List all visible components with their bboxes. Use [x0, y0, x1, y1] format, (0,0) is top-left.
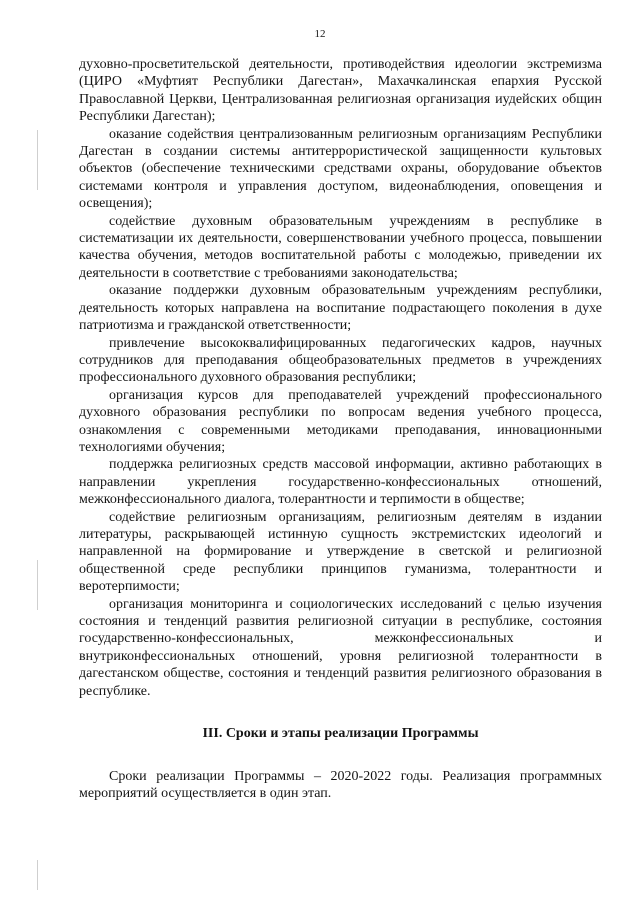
- paragraph-item: содействие духовным образовательным учреждениям в республике в систематизации их деятельности, совершенствовании учебного процесса, повышении качества обучения, методов воспитательной работы с молодежью, приведении их деятельности в соответствие с требованиями законодательства;: [79, 213, 602, 281]
- paragraph-item: привлечение высококвалифицированных педагогических кадров, научных сотрудников для преподавания общеобразовательных предметов в учреждениях профессионального духовного образования республики;: [79, 335, 602, 386]
- scan-edge-mark: [37, 130, 38, 190]
- scan-edge-mark: [37, 560, 38, 610]
- section-paragraph: Сроки реализации Программы – 2020-2022 годы. Реализация программных мероприятий осуществляется в один этап.: [79, 769, 602, 802]
- scan-edge-mark: [37, 860, 38, 890]
- paragraph-item: организация курсов для преподавателей учреждений профессионального духовного образования республики по вопросам ведения учебного процесса, ознакомления с современными методиками преподавания, инновационными технологиями обучения;: [79, 387, 602, 455]
- document-body: [79, 56, 602, 803]
- paragraph-item: поддержка религиозных средств массовой информации, активно работающих в направлении укрепления государственно-конфессиональных отношений, межконфессионального диалога, толерантности и терпимости в обществе;: [79, 457, 602, 508]
- paragraph-item: оказание поддержки духовным образовательным учреждениям республики, деятельность которых направлена на воспитание подрастающего поколения в духе патриотизма и гражданской ответственности;: [79, 283, 602, 334]
- section-heading: III. Сроки и этапы реализации Программы: [202, 726, 479, 742]
- paragraph-item: организация мониторинга и социологических исследований с целью изучения состояния и тенденций развития религиозной ситуации в республике, состояния государственно-конфессиональных, межконфессиональных и внутриконфессиональных отношений, уровня религиозной толерантности в дагестанском обществе, состояния и тенденций развития религиозного образования в республике.: [79, 596, 602, 699]
- paragraph-item: содействие религиозным организациям, религиозным деятелям в издании литературы, раскрывающей истинную сущность экстремистских идеологий и направленной на формирование и утверждение в светской и религиозной общественной среде республики принципов гуманизма, толерантности и веротерпимости;: [79, 509, 602, 595]
- paragraph-continuation: духовно-просветительской деятельности, противодействия идеологии экстремизма (ЦИРО «Муфтият Республики Дагестан», Махачкалинская епархия Русской Православной Церкви, Централизованная религиозная организация иудейских общин Республики Дагестан);: [79, 57, 602, 125]
- paragraph-item: оказание содействия централизованным религиозным организациям Республики Дагестан в создании системы антитеррористической защищенности культовых объектов (обеспечение техническими средствами охраны, оборудование объектов системами контроля и управления доступом, видеонаблюдения, оповещения и освещения);: [79, 126, 602, 212]
- page-number: 12: [314, 28, 326, 40]
